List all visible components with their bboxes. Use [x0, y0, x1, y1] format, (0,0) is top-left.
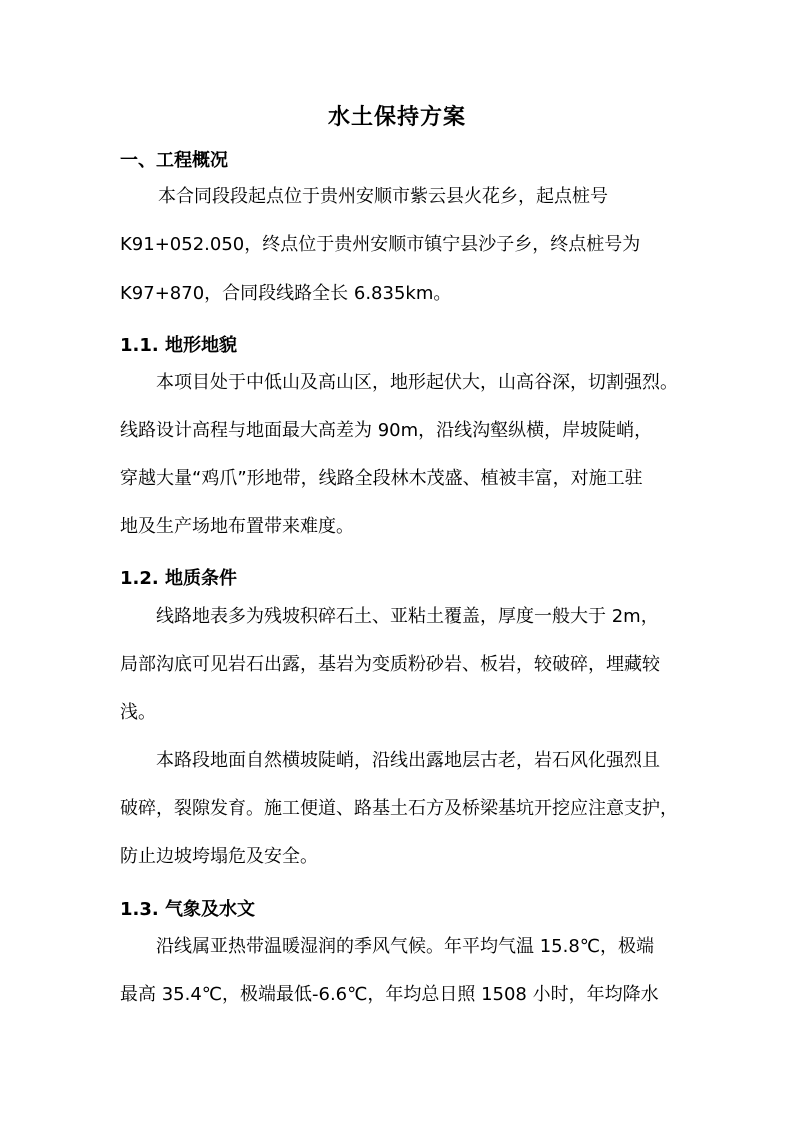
paragraph-line: 浅。 — [120, 702, 156, 723]
paragraph-line: 破碎，裂隙发育。施工便道、路基土石方及桥梁基坑开挖应注意支护， — [120, 798, 678, 819]
paragraph-line: 线路地表多为残坡积碎石土、亚粘土覆盖，厚度一般大于 2m， — [156, 606, 659, 627]
paragraph-line: 最高 35.4℃，极端最低-6.6℃，年均总日照 1508 小时，年均降水 — [120, 984, 659, 1005]
section-heading-overview: 一、工程概况 — [120, 150, 228, 171]
paragraph-line: 本项目处于中低山及高山区，地形起伏大，山高谷深，切割强烈。 — [156, 372, 678, 393]
section-heading-terrain: 1.1. 地形地貌 — [120, 335, 237, 356]
paragraph-line: 局部沟底可见岩石出露，基岩为变质粉砂岩、板岩，较破碎，埋藏较 — [120, 654, 660, 675]
paragraph-line: 地及生产场地布置带来难度。 — [120, 516, 354, 537]
section-heading-climate: 1.3. 气象及水文 — [120, 899, 255, 920]
paragraph-line: K91+052.050，终点位于贵州安顺市镇宁县沙子乡，终点桩号为 — [120, 234, 641, 255]
document-title: 水土保持方案 — [327, 104, 466, 130]
paragraph-line: K97+870，合同段线路全长 6.835km。 — [120, 283, 452, 304]
section-heading-geology: 1.2. 地质条件 — [120, 568, 237, 589]
paragraph-line: 本合同段段起点位于贵州安顺市紫云县火花乡，起点桩号 — [158, 186, 608, 207]
paragraph-line: 线路设计高程与地面最大高差为 90m，沿线沟壑纵横，岸坡陡峭， — [120, 420, 653, 441]
paragraph-line: 沿线属亚热带温暖湿润的季风气候。年平均气温 15.8℃，极端 — [156, 936, 655, 957]
paragraph-line: 穿越大量“鸡爪”形地带，线路全段林木茂盛、植被丰富，对施工驻 — [120, 468, 643, 489]
paragraph-line: 本路段地面自然横坡陡峭，沿线出露地层古老，岩石风化强烈且 — [156, 750, 660, 771]
paragraph-line: 防止边坡垮塌危及安全。 — [120, 846, 318, 867]
